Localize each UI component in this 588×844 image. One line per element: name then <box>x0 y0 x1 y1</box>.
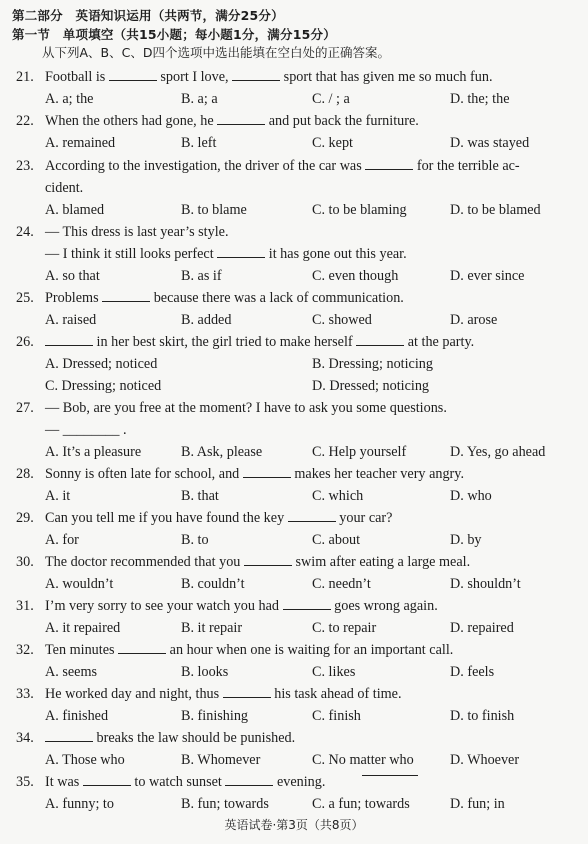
option-c[interactable]: C. finish <box>312 708 361 724</box>
answer-blank <box>217 243 265 258</box>
answer-blank <box>283 595 331 610</box>
option-d[interactable]: D. Yes, go ahead <box>450 444 546 460</box>
option-b[interactable]: B. a; a <box>181 91 218 107</box>
stem-text: He worked day and night, thus <box>45 686 223 702</box>
question-number: 22. <box>16 113 34 129</box>
option-b[interactable]: B. that <box>181 488 219 504</box>
option-c[interactable]: C. Dressing; noticed <box>45 378 162 394</box>
option-d[interactable]: D. the; the <box>450 91 510 107</box>
question-number: 21. <box>16 69 34 85</box>
question-number: 35. <box>16 774 34 790</box>
option-b[interactable]: B. Whomever <box>181 752 261 768</box>
option-d[interactable]: D. was stayed <box>450 135 530 151</box>
stem-text: at the party. <box>404 334 475 350</box>
question-stem <box>45 595 438 617</box>
option-c[interactable]: C. needn’t <box>312 576 371 592</box>
question-number: 33. <box>16 686 34 702</box>
question-number: 29. <box>16 510 34 526</box>
answer-blank <box>118 639 166 654</box>
question-34 <box>0 727 588 749</box>
question-number: 28. <box>16 466 34 482</box>
option-d[interactable]: D. fun; in <box>450 796 505 812</box>
question-stem-line2: — ________ . <box>45 422 127 438</box>
option-b[interactable]: B. looks <box>181 664 229 680</box>
section-heading: 第一节 单项填空（共15小题；每小题1分，满分15分） <box>12 27 336 42</box>
answer-blank <box>83 771 131 786</box>
question-stem <box>45 110 419 132</box>
option-c[interactable]: C. even though <box>312 268 399 284</box>
stem-text: It was <box>45 774 83 790</box>
stem-text: an hour when one is waiting for an important call. <box>166 642 454 658</box>
question-number: 25. <box>16 290 34 306</box>
answer-blank <box>244 551 292 566</box>
answer-blank <box>232 66 280 81</box>
option-c[interactable]: C. which <box>312 488 364 504</box>
question-stem-line2: cident. <box>45 180 84 196</box>
option-d[interactable]: D. who <box>450 488 492 504</box>
stem-text: because there was a lack of communication. <box>150 290 404 306</box>
option-a[interactable]: A. wouldn’t <box>45 576 114 592</box>
stem-text: When the others had gone, he <box>45 113 218 129</box>
option-c[interactable]: C. to repair <box>312 620 377 636</box>
stem-text: The doctor recommended that you <box>45 554 244 570</box>
question-26 <box>0 331 588 353</box>
question-stem <box>45 397 447 419</box>
stem-text: your car? <box>335 510 393 526</box>
option-d[interactable]: D. repaired <box>450 620 514 636</box>
option-d[interactable]: D. feels <box>450 664 495 680</box>
answer-blank <box>102 287 150 302</box>
option-c[interactable]: C. likes <box>312 664 356 680</box>
option-b[interactable]: B. as if <box>181 268 222 284</box>
option-a[interactable]: A. seems <box>45 664 98 680</box>
question-22 <box>0 110 588 132</box>
option-b[interactable]: B. couldn’t <box>181 576 245 592</box>
stem-text: evening. <box>273 774 326 790</box>
stem-text: sport I love, <box>156 69 233 85</box>
option-a[interactable]: A. remained <box>45 135 116 151</box>
option-a[interactable]: A. a; the <box>45 91 94 107</box>
question-stem-continued <box>0 243 588 265</box>
stem-text: — Bob, are you free at the moment? I have to ask you some questions. <box>45 400 447 416</box>
option-d[interactable]: D. to be blamed <box>450 202 541 218</box>
option-b[interactable]: B. Dressing; noticing <box>312 356 433 372</box>
answer-blank <box>45 727 93 742</box>
option-b[interactable]: B. Ask, please <box>181 444 263 460</box>
stem-text: I’m very sorry to see your watch you had <box>45 598 283 614</box>
stem-text: Football is <box>45 69 109 85</box>
answer-blank <box>109 66 157 81</box>
option-a[interactable]: A. funny; to <box>45 796 114 812</box>
question-stem <box>45 331 474 353</box>
option-a[interactable]: A. Those who <box>45 752 125 768</box>
option-a[interactable]: A. it <box>45 488 71 504</box>
question-number: 27. <box>16 400 34 416</box>
option-b[interactable]: B. left <box>181 135 217 151</box>
stem-text: makes her teacher very angry. <box>290 466 464 482</box>
question-32 <box>0 639 588 661</box>
option-d[interactable]: D. arose <box>450 312 498 328</box>
option-c[interactable]: C. a fun; towards <box>312 796 410 812</box>
option-d[interactable]: D. Dressed; noticing <box>312 378 430 394</box>
question-28 <box>0 463 588 485</box>
stem-text: — I think it still looks perfect <box>45 246 218 262</box>
decorative-dash <box>362 775 418 776</box>
option-c[interactable]: C. about <box>312 532 361 548</box>
option-a[interactable]: A. it repaired <box>45 620 121 636</box>
question-stem <box>45 155 520 177</box>
question-stem-line2 <box>45 243 407 265</box>
question-29 <box>0 507 588 529</box>
option-a[interactable]: A. raised <box>45 312 97 328</box>
question-stem <box>45 463 464 485</box>
stem-text: goes wrong again. <box>330 598 438 614</box>
question-27 <box>0 397 588 419</box>
stem-text: breaks the law should be punished. <box>93 730 296 746</box>
question-35 <box>0 771 588 793</box>
option-a[interactable]: A. finished <box>45 708 109 724</box>
question-25 <box>0 287 588 309</box>
answer-blank <box>223 683 271 698</box>
question-stem-continued <box>0 419 588 441</box>
option-a[interactable]: A. Dressed; noticed <box>45 356 158 372</box>
stem-text: his task ahead of time. <box>270 686 402 702</box>
question-stem <box>45 771 325 793</box>
option-d[interactable]: D. ever since <box>450 268 525 284</box>
option-d[interactable]: D. shouldn’t <box>450 576 521 592</box>
option-b[interactable]: B. added <box>181 312 232 328</box>
option-a[interactable]: A. for <box>45 532 79 548</box>
answer-blank <box>365 155 413 170</box>
stem-text: it has gone out this year. <box>265 246 407 262</box>
answer-blank <box>45 331 93 346</box>
question-stem <box>45 287 404 309</box>
answer-blank <box>243 463 291 478</box>
question-21 <box>0 66 588 88</box>
answer-blank <box>225 771 273 786</box>
answer-blank <box>217 110 265 125</box>
stem-text: Sonny is often late for school, and <box>45 466 243 482</box>
question-31 <box>0 595 588 617</box>
option-a[interactable]: A. so that <box>45 268 100 284</box>
stem-text: Problems <box>45 290 103 306</box>
question-stem <box>45 727 295 749</box>
question-stem <box>45 66 493 88</box>
option-c[interactable]: C. kept <box>312 135 353 151</box>
question-stem <box>45 683 402 705</box>
stem-text: — This dress is last year’s style. <box>45 224 229 240</box>
question-number: 32. <box>16 642 34 658</box>
option-c[interactable]: C. / ; a <box>312 91 350 107</box>
option-c[interactable]: C. to be blaming <box>312 202 407 218</box>
option-a[interactable]: A. blamed <box>45 202 105 218</box>
option-d[interactable]: D. to finish <box>450 708 515 724</box>
stem-text: in her best skirt, the girl tried to make herself <box>93 334 357 350</box>
option-d[interactable]: D. Whoever <box>450 752 520 768</box>
option-b[interactable]: B. finishing <box>181 708 249 724</box>
stem-text: sport that has given me so much fun. <box>280 69 493 85</box>
instruction-text: 从下列A、B、C、D四个选项中选出能填在空白处的正确答案。 <box>42 45 390 60</box>
question-number: 34. <box>16 730 34 746</box>
question-stem <box>45 639 453 661</box>
stem-text: and put back the furniture. <box>265 113 419 129</box>
stem-text: swim after eating a large meal. <box>291 554 471 570</box>
stem-text: Can you tell me if you have found the key <box>45 510 288 526</box>
question-33 <box>0 683 588 705</box>
question-24 <box>0 221 588 243</box>
question-23 <box>0 155 588 177</box>
question-stem <box>45 551 470 573</box>
question-stem <box>45 507 392 529</box>
question-number: 26. <box>16 334 34 350</box>
option-d[interactable]: D. by <box>450 532 482 548</box>
answer-blank <box>356 331 404 346</box>
option-c[interactable]: C. Help yourself <box>312 444 407 460</box>
page-footer: 英语试卷·第3页（共8页） <box>224 818 364 832</box>
option-b[interactable]: B. to <box>181 532 209 548</box>
stem-text: to watch sunset <box>130 774 226 790</box>
stem-text: According to the investigation, the driver of the car was <box>45 158 366 174</box>
option-b[interactable]: B. it repair <box>181 620 243 636</box>
question-stem-continued <box>0 177 588 199</box>
question-number: 24. <box>16 224 34 240</box>
question-number: 30. <box>16 554 34 570</box>
option-c[interactable]: C. No matter who <box>312 752 414 768</box>
question-number: 31. <box>16 598 34 614</box>
option-b[interactable]: B. to blame <box>181 202 247 218</box>
question-stem <box>45 221 229 243</box>
option-a[interactable]: A. It’s a pleasure <box>45 444 142 460</box>
option-b[interactable]: B. fun; towards <box>181 796 269 812</box>
stem-text: for the terrible ac- <box>413 158 520 174</box>
option-c[interactable]: C. showed <box>312 312 372 328</box>
answer-blank <box>288 507 336 522</box>
question-30 <box>0 551 588 573</box>
question-number: 23. <box>16 158 34 174</box>
part-heading: 第二部分 英语知识运用（共两节，满分25分） <box>12 8 284 23</box>
stem-text: Ten minutes <box>45 642 119 658</box>
